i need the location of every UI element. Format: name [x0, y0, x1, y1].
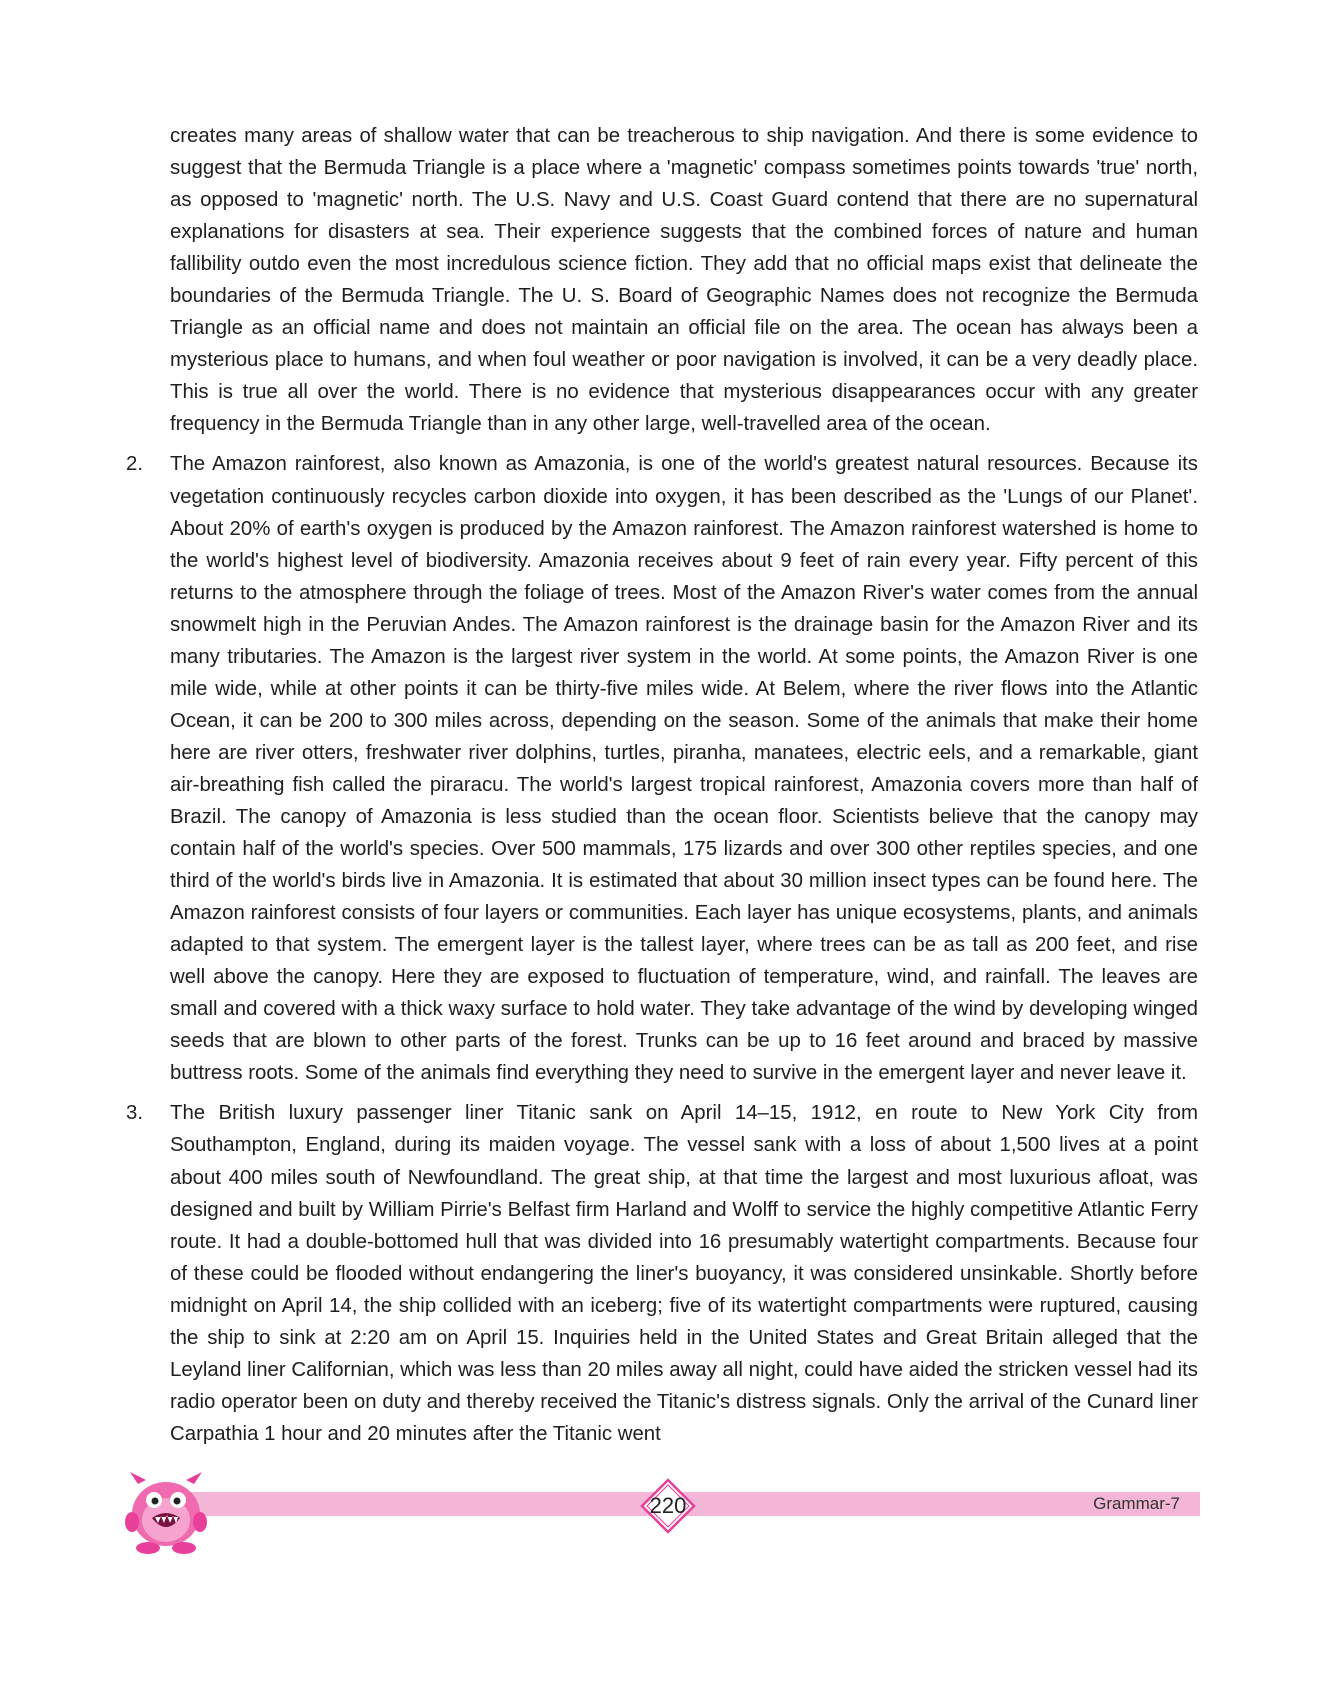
- page-number: 220: [649, 1493, 687, 1518]
- monster-mascot-icon: [124, 1470, 208, 1556]
- page-footer: [124, 1470, 1200, 1560]
- item-number: 3.: [126, 1102, 144, 1125]
- continued-paragraph: creates many areas of shallow water that can be treacherous to ship navigation. And there is some evidence to suggest that the Bermuda Triangle is a place where a 'magnetic' compass sometimes points towards 'true' north, as opposed to 'magnetic' north. The U.S. Navy and U.S. Coast Guard contend that there are no supernatural explanations for disasters at sea. Their experience suggests that the combined forces of nature and human fallibility outdo even the most incredulous science fiction. They add that no official maps exist that delineate the boundaries of the Bermuda Triangle. The U. S. Board of Geographic Names does not recognize the Bermuda Triangle as an official name and does not maintain an official file on the area. The ocean has always been a mysterious place to humans, and when foul weather or poor navigation is involved, it can be a very deadly place. This is true all over the world. There is no evidence that mysterious disappearances occur with any greater frequency in the Bermuda Triangle than in any other large, well-travelled area of the ocean.: [170, 125, 1198, 436]
- page-body: [126, 120, 1198, 1450]
- list-item-2: [126, 448, 1198, 1089]
- item-text: The Amazon rainforest, also known as Amazonia, is one of the world's greatest natural resources. Because its vegetation continuously recycles carbon dioxide into oxygen, it has been described as the 'Lungs of our Planet'. About 20% of earth's oxygen is produced by the Amazon rainforest. The Amazon rainforest watershed is home to the world's highest level of biodiversity. Amazonia receives about 9 feet of rain every year. Fifty percent of this returns to the atmosphere through the foliage of trees. Most of the Amazon River's water comes from the annual snowmelt high in the Peruvian Andes. The Amazon rainforest is the drainage basin for the Amazon River and its many tributaries. The Amazon is the largest river system in the world. At some points, the Amazon River is one mile wide, while at other points it can be thirty-five miles wide. At Belem, where the river flows into the Atlantic Ocean, it can be 200 to 300 miles across, depending on the season. Some of the animals that make their home here are river otters, freshwater river dolphins, turtles, piranha, manatees, electric eels, and a remarkable, giant air-breathing fish called the piraracu. The world's largest tropical rainforest, Amazonia covers more than half of Brazil. The canopy of Amazonia is less studied than the ocean floor. Scientists believe that the canopy may contain half of the world's species. Over 500 mammals, 175 lizards and over 300 other reptiles species, and one third of the world's birds live in Amazonia. It is estimated that about 30 million insect types can be found here. The Amazon rainforest consists of four layers or communities. Each layer has unique ecosystems, plants, and animals adapted to that system. The emergent layer is the tallest layer, where trees can be as tall as 200 feet, and rise well above the canopy. Here they are exposed to fluctuation of temperature, wind, and rainfall. The leaves are small and covered with a thick waxy surface to hold water. They take advantage of the wind by developing winged seeds that are blown to other parts of the forest. Trunks can be up to 16 feet around and braced by massive buttress roots. Some of the animals find everything they need to survive in the emergent layer and never leave it.: [170, 453, 1198, 1085]
- book-title: Grammar-7: [1093, 1494, 1180, 1513]
- item-number: 2.: [126, 453, 144, 476]
- item-text: The British luxury passenger liner Titanic sank on April 14–15, 1912, en route to New York City from Southampton, England, during its maiden voyage. The vessel sank with a loss of about 1,500 lives at a point about 400 miles south of Newfoundland. The great ship, at that time the largest and most luxurious afloat, was designed and built by William Pirrie's Belfast firm Harland and Wolff to service the highly competitive Atlantic Ferry route. It had a double-bottomed hull that was divided into 16 presumably watertight compartments. Because four of these could be flooded without endangering the liner's buoyancy, it was considered unsinkable. Shortly before midnight on April 14, the ship collided with an iceberg; five of its watertight compartments were ruptured, causing the ship to sink at 2:20 am on April 15. Inquiries held in the United States and Great Britain alleged that the Leyland liner Californian, which was less than 20 miles away all night, could have aided the stricken vessel had its radio operator been on duty and thereby received the Titanic's distress signals. Only the arrival of the Cunard liner Carpathia 1 hour and 20 minutes after the Titanic went: [170, 1102, 1198, 1445]
- list-item-3: [126, 1097, 1198, 1450]
